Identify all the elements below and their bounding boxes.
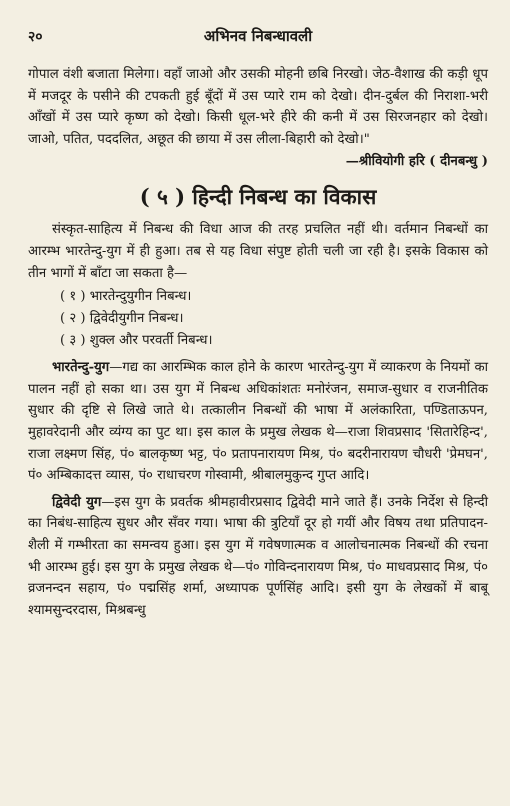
stage-list — [28, 286, 488, 352]
dwivedi-text: —इस युग के प्रवर्तक श्रीमहावीरप्रसाद द्विवेदी माने जाते हैं। उनके निर्देश से हिन्दी का निबंध-साहित्य सुधर और सँवर गया। भाषा की त्रुटियाँ दूर हो गयीं और विषय तथा प्रतिपादन-शैली में गम्भीरता का समन्वय हुआ। इस युग में गवेषणात्मक व आलोचनात्मक निबन्धों की रचना भी आरम्भ हुई। इस युग के प्रमुख लेखक थे—पं० गोविन्दनारायण मिश्र, पं० माधवप्रसाद मिश्र, पं० व्रजनन्दन सहाय, पं० पद्मसिंह शर्मा, अध्यापक पूर्णसिंह आदि। इसी युग के लेखकों में बाबू श्यामसुन्दरदास, मिश्रबन्धु — [28, 494, 488, 618]
dwivedi-section — [28, 492, 488, 622]
stage-item: ( ३ ) शुक्ल और परवर्ती निबन्ध। — [60, 333, 213, 349]
page-number: २० — [28, 29, 43, 45]
bharatendu-section — [28, 357, 488, 487]
running-header — [28, 26, 488, 48]
chapter-title: ( ५ ) हिन्दी निबन्ध का विकास — [139, 184, 377, 210]
stage-item: ( १ ) भारतेन्दुयुगीन निबन्ध। — [60, 289, 192, 305]
bharatendu-heading: भारतेन्दु-युग — [52, 360, 110, 376]
bharatendu-text: —गद्य का आरम्भिक काल होने के कारण भारतेन्दु-युग में व्याकरण के नियमों का पालन नहीं हो सका था। उस युग में निबन्ध अधिकांशतः मनोरंजन, समाज-सुधार व राजनीतिक सुधार की दृष्टि से लिखे जाते थे। तत्कालीन निबन्धों की भाषा में अलंकारिता, पण्डिताऊपन, मुहावरेदानी और व्यंग्य का पुट था। इस काल के प्रमुख लेखक थे—राजा शिवप्रसाद 'सितारेहिन्द', राजा लक्ष्मण सिंह, पं० बालकृष्ण भट्ट, पं० प्रतापनारायण मिश्र, पं० बदरीनारायण चौधरी 'प्रेमघन', पं० अम्बिकादत्त व्यास, पं० राधाचरण गोस्वामी, श्रीबालमुकुन्द गुप्त आदि। — [28, 360, 488, 484]
intro-quote: गोपाल वंशी बजाता मिलेगा। वहाँ जाओ और उसकी मोहनी छबि निरखो। जेठ-वैशाख की कड़ी धूप में मजदूर के पसीने की टपकती हुई बूँदों में उस प्यारे राम को देखो। दीन-दुर्बल की निराशा-भरी आँखों में उस प्यारे कृष्ण को देखो। किसी धूल-भरे हीरे की कनी में उस सिरजनहार को देखो। जाओ, पतित, पददलित, अछूत की छाया में उस लीला-बिहारी को देखो।" — [28, 67, 488, 147]
stage-item: ( २ ) द्विवेदीयुगीन निबन्ध। — [60, 311, 184, 327]
opening-paragraph: संस्कृत-साहित्य में निबन्ध की विधा आज की तरह प्रचलित नहीं थी। वर्तमान निबन्धों का आरम्भ भारतेन्दु-युग में ही हुआ। तब से यह विधा संपुष्ट होती चली जा रही है। इसके विकास को तीन भागों में बाँटा जा सकता है— — [28, 222, 488, 281]
dwivedi-heading: द्विवेदी युग — [52, 494, 102, 510]
book-title: अभिनव निबन्धावली — [203, 27, 313, 45]
quote-attribution: —श्रीवियोगी हरि ( दीनबन्धु ) — [345, 154, 488, 170]
